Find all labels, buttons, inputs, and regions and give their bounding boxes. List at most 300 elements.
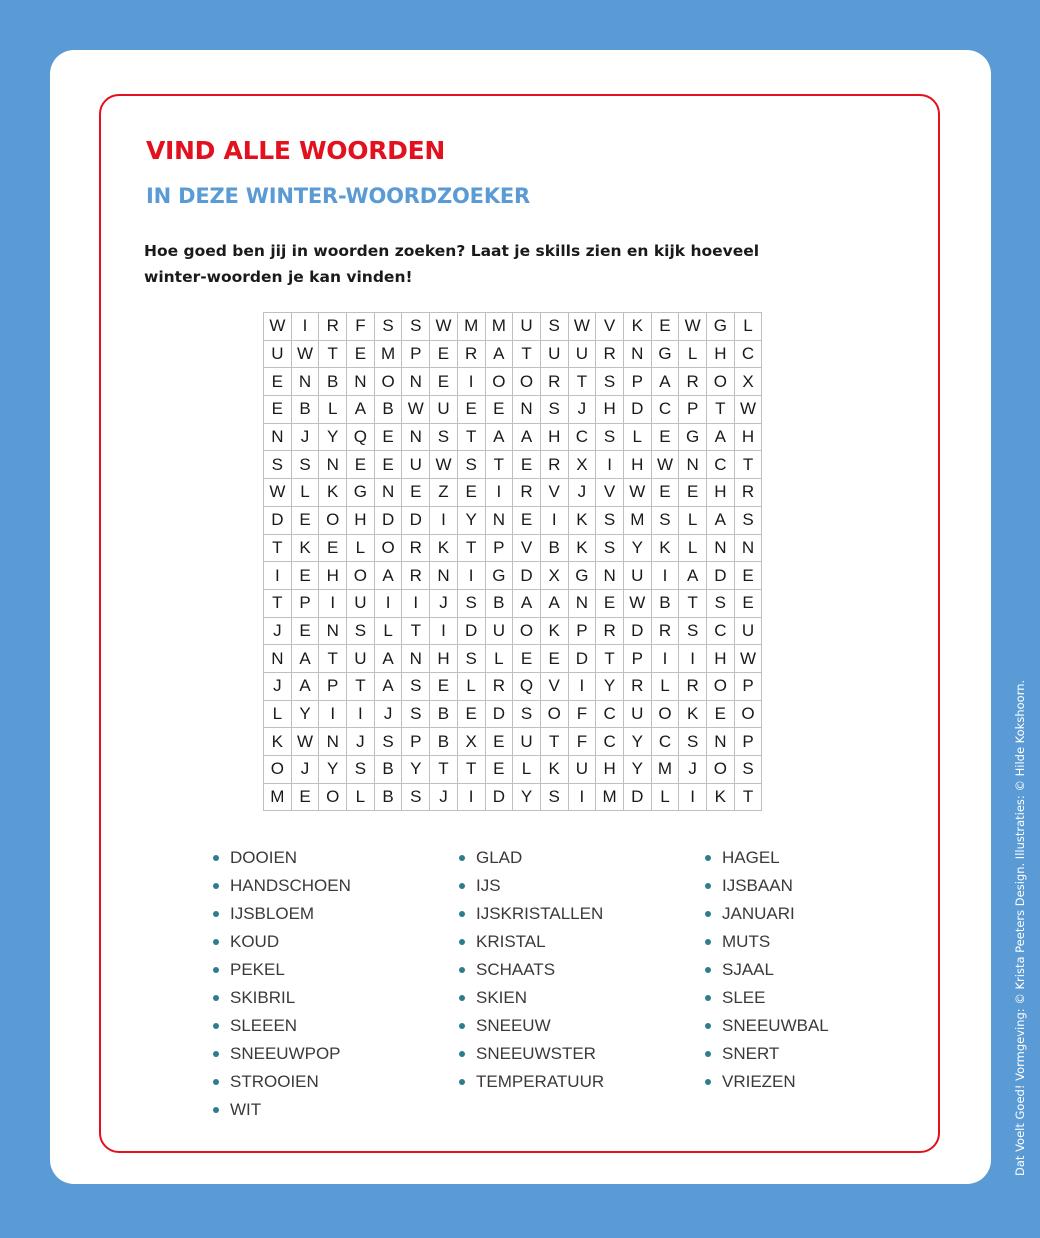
grid-cell[interactable]: E (485, 396, 513, 424)
grid-cell[interactable]: R (457, 340, 485, 368)
grid-cell[interactable]: E (540, 645, 568, 673)
grid-cell[interactable]: O (319, 783, 347, 811)
grid-cell[interactable]: O (319, 506, 347, 534)
grid-cell[interactable]: N (734, 534, 762, 562)
grid-cell[interactable]: I (430, 617, 458, 645)
grid-cell[interactable]: R (485, 672, 513, 700)
grid-cell[interactable]: L (319, 396, 347, 424)
grid-cell[interactable]: B (430, 728, 458, 756)
grid-cell[interactable]: S (374, 728, 402, 756)
grid-cell[interactable]: X (568, 451, 596, 479)
grid-cell[interactable]: M (374, 340, 402, 368)
grid-cell[interactable]: A (374, 562, 402, 590)
grid-cell[interactable]: W (679, 313, 707, 341)
grid-cell[interactable]: J (264, 672, 292, 700)
grid-cell[interactable]: A (679, 562, 707, 590)
grid-cell[interactable]: T (568, 368, 596, 396)
grid-cell[interactable]: R (540, 451, 568, 479)
grid-cell[interactable]: S (457, 589, 485, 617)
grid-cell[interactable]: L (679, 506, 707, 534)
grid-cell[interactable]: U (513, 728, 541, 756)
grid-cell[interactable]: I (264, 562, 292, 590)
grid-cell[interactable]: A (374, 645, 402, 673)
grid-cell[interactable]: V (540, 672, 568, 700)
grid-cell[interactable]: I (596, 451, 624, 479)
grid-cell[interactable]: I (347, 700, 375, 728)
grid-cell[interactable]: Y (623, 728, 651, 756)
grid-cell[interactable]: T (430, 756, 458, 784)
grid-cell[interactable]: W (430, 313, 458, 341)
grid-cell[interactable]: E (457, 700, 485, 728)
grid-cell[interactable]: X (734, 368, 762, 396)
grid-cell[interactable]: U (513, 313, 541, 341)
grid-cell[interactable]: N (374, 479, 402, 507)
grid-cell[interactable]: L (513, 756, 541, 784)
grid-cell[interactable]: N (291, 368, 319, 396)
grid-cell[interactable]: H (707, 340, 735, 368)
grid-cell[interactable]: C (734, 340, 762, 368)
grid-cell[interactable]: K (291, 534, 319, 562)
grid-cell[interactable]: S (596, 506, 624, 534)
grid-cell[interactable]: N (568, 589, 596, 617)
grid-cell[interactable]: U (264, 340, 292, 368)
grid-cell[interactable]: C (568, 423, 596, 451)
grid-cell[interactable]: A (707, 506, 735, 534)
grid-cell[interactable]: L (374, 617, 402, 645)
grid-cell[interactable]: T (319, 645, 347, 673)
grid-cell[interactable]: N (430, 562, 458, 590)
grid-cell[interactable]: N (319, 728, 347, 756)
grid-cell[interactable]: K (707, 783, 735, 811)
grid-cell[interactable]: I (374, 589, 402, 617)
grid-cell[interactable]: Q (347, 423, 375, 451)
grid-cell[interactable]: E (707, 700, 735, 728)
grid-cell[interactable]: G (485, 562, 513, 590)
grid-cell[interactable]: J (291, 756, 319, 784)
grid-cell[interactable]: O (513, 617, 541, 645)
grid-cell[interactable]: K (319, 479, 347, 507)
grid-cell[interactable]: O (707, 756, 735, 784)
grid-cell[interactable]: E (513, 506, 541, 534)
grid-cell[interactable]: S (540, 396, 568, 424)
grid-cell[interactable]: R (513, 479, 541, 507)
grid-cell[interactable]: C (651, 728, 679, 756)
grid-cell[interactable]: Y (291, 700, 319, 728)
grid-cell[interactable]: T (734, 783, 762, 811)
grid-cell[interactable]: N (679, 451, 707, 479)
grid-cell[interactable]: P (679, 396, 707, 424)
grid-cell[interactable]: W (430, 451, 458, 479)
grid-cell[interactable]: D (568, 645, 596, 673)
grid-cell[interactable]: S (264, 451, 292, 479)
grid-cell[interactable]: E (513, 451, 541, 479)
grid-cell[interactable]: O (651, 700, 679, 728)
grid-cell[interactable]: H (596, 396, 624, 424)
grid-cell[interactable]: I (457, 783, 485, 811)
grid-cell[interactable]: S (707, 589, 735, 617)
grid-cell[interactable]: S (540, 783, 568, 811)
grid-cell[interactable]: N (623, 340, 651, 368)
grid-cell[interactable]: K (430, 534, 458, 562)
grid-cell[interactable]: E (430, 340, 458, 368)
grid-cell[interactable]: Y (623, 756, 651, 784)
grid-cell[interactable]: W (623, 589, 651, 617)
grid-cell[interactable]: H (596, 756, 624, 784)
grid-cell[interactable]: P (291, 589, 319, 617)
grid-cell[interactable]: E (347, 340, 375, 368)
grid-cell[interactable]: Y (402, 756, 430, 784)
grid-cell[interactable]: K (623, 313, 651, 341)
grid-cell[interactable]: J (568, 396, 596, 424)
grid-cell[interactable]: O (707, 368, 735, 396)
grid-cell[interactable]: M (596, 783, 624, 811)
grid-cell[interactable]: P (568, 617, 596, 645)
grid-cell[interactable]: K (651, 534, 679, 562)
grid-cell[interactable]: W (651, 451, 679, 479)
grid-cell[interactable]: E (291, 562, 319, 590)
grid-cell[interactable]: Y (457, 506, 485, 534)
grid-cell[interactable]: U (402, 451, 430, 479)
grid-cell[interactable]: J (291, 423, 319, 451)
grid-cell[interactable]: R (596, 617, 624, 645)
grid-cell[interactable]: J (430, 589, 458, 617)
grid-cell[interactable]: S (347, 756, 375, 784)
grid-cell[interactable]: H (319, 562, 347, 590)
grid-cell[interactable]: N (485, 506, 513, 534)
grid-cell[interactable]: E (402, 479, 430, 507)
grid-cell[interactable]: G (651, 340, 679, 368)
grid-cell[interactable]: U (347, 589, 375, 617)
grid-cell[interactable]: B (374, 756, 402, 784)
grid-cell[interactable]: B (374, 396, 402, 424)
grid-cell[interactable]: L (679, 534, 707, 562)
grid-cell[interactable]: R (596, 340, 624, 368)
grid-cell[interactable]: J (347, 728, 375, 756)
grid-cell[interactable]: I (540, 506, 568, 534)
grid-cell[interactable]: F (568, 728, 596, 756)
grid-cell[interactable]: S (596, 534, 624, 562)
grid-cell[interactable]: L (651, 783, 679, 811)
grid-cell[interactable]: M (457, 313, 485, 341)
grid-cell[interactable]: E (457, 479, 485, 507)
grid-cell[interactable]: R (402, 562, 430, 590)
grid-cell[interactable]: L (623, 423, 651, 451)
grid-cell[interactable]: T (679, 589, 707, 617)
grid-cell[interactable]: G (347, 479, 375, 507)
grid-cell[interactable]: X (540, 562, 568, 590)
grid-cell[interactable]: S (457, 645, 485, 673)
grid-cell[interactable]: K (679, 700, 707, 728)
grid-cell[interactable]: D (623, 617, 651, 645)
grid-cell[interactable]: W (264, 313, 292, 341)
grid-cell[interactable]: R (734, 479, 762, 507)
grid-cell[interactable]: P (485, 534, 513, 562)
grid-cell[interactable]: D (457, 617, 485, 645)
grid-cell[interactable]: I (319, 700, 347, 728)
grid-cell[interactable]: L (457, 672, 485, 700)
grid-cell[interactable]: N (596, 562, 624, 590)
grid-cell[interactable]: S (402, 313, 430, 341)
grid-cell[interactable]: I (568, 783, 596, 811)
grid-cell[interactable]: M (485, 313, 513, 341)
grid-cell[interactable]: L (734, 313, 762, 341)
grid-cell[interactable]: H (623, 451, 651, 479)
grid-cell[interactable]: T (457, 534, 485, 562)
grid-cell[interactable]: S (734, 506, 762, 534)
grid-cell[interactable]: A (485, 423, 513, 451)
grid-cell[interactable]: O (513, 368, 541, 396)
grid-cell[interactable]: U (485, 617, 513, 645)
grid-cell[interactable]: S (679, 728, 707, 756)
grid-cell[interactable]: E (734, 589, 762, 617)
grid-cell[interactable]: M (651, 756, 679, 784)
grid-cell[interactable]: N (319, 451, 347, 479)
grid-cell[interactable]: E (734, 562, 762, 590)
grid-cell[interactable]: A (347, 396, 375, 424)
grid-cell[interactable]: U (540, 340, 568, 368)
grid-cell[interactable]: A (485, 340, 513, 368)
grid-cell[interactable]: S (596, 423, 624, 451)
grid-cell[interactable]: E (291, 783, 319, 811)
grid-cell[interactable]: H (707, 479, 735, 507)
grid-cell[interactable]: I (651, 645, 679, 673)
grid-cell[interactable]: V (540, 479, 568, 507)
grid-cell[interactable]: W (264, 479, 292, 507)
grid-cell[interactable]: P (402, 728, 430, 756)
grid-cell[interactable]: A (707, 423, 735, 451)
grid-cell[interactable]: D (374, 506, 402, 534)
grid-cell[interactable]: Y (596, 672, 624, 700)
grid-cell[interactable]: S (402, 700, 430, 728)
grid-cell[interactable]: N (347, 368, 375, 396)
grid-cell[interactable]: I (485, 479, 513, 507)
grid-cell[interactable]: T (347, 672, 375, 700)
grid-cell[interactable]: N (402, 645, 430, 673)
grid-cell[interactable]: P (402, 340, 430, 368)
grid-cell[interactable]: N (264, 645, 292, 673)
grid-cell[interactable]: E (485, 756, 513, 784)
grid-cell[interactable]: O (540, 700, 568, 728)
grid-cell[interactable]: R (540, 368, 568, 396)
grid-cell[interactable]: E (430, 368, 458, 396)
grid-cell[interactable]: R (319, 313, 347, 341)
grid-cell[interactable]: I (402, 589, 430, 617)
grid-cell[interactable]: W (734, 396, 762, 424)
grid-cell[interactable]: L (347, 783, 375, 811)
grid-cell[interactable]: P (623, 645, 651, 673)
grid-cell[interactable]: D (264, 506, 292, 534)
grid-cell[interactable]: W (402, 396, 430, 424)
grid-cell[interactable]: A (374, 672, 402, 700)
grid-cell[interactable]: M (623, 506, 651, 534)
grid-cell[interactable]: L (679, 340, 707, 368)
grid-cell[interactable]: W (291, 340, 319, 368)
grid-cell[interactable]: U (623, 562, 651, 590)
grid-cell[interactable]: H (540, 423, 568, 451)
grid-cell[interactable]: E (513, 645, 541, 673)
grid-cell[interactable]: M (264, 783, 292, 811)
grid-cell[interactable]: N (402, 423, 430, 451)
grid-cell[interactable]: E (679, 479, 707, 507)
grid-cell[interactable]: J (679, 756, 707, 784)
grid-cell[interactable]: U (623, 700, 651, 728)
grid-cell[interactable]: I (430, 506, 458, 534)
grid-cell[interactable]: F (347, 313, 375, 341)
grid-cell[interactable]: K (568, 506, 596, 534)
grid-cell[interactable]: U (430, 396, 458, 424)
grid-cell[interactable]: B (374, 783, 402, 811)
grid-cell[interactable]: S (291, 451, 319, 479)
grid-cell[interactable]: L (291, 479, 319, 507)
grid-cell[interactable]: K (540, 756, 568, 784)
grid-cell[interactable]: E (651, 313, 679, 341)
grid-cell[interactable]: E (374, 451, 402, 479)
grid-cell[interactable]: H (734, 423, 762, 451)
grid-cell[interactable]: C (707, 451, 735, 479)
grid-cell[interactable]: O (734, 700, 762, 728)
grid-cell[interactable]: J (374, 700, 402, 728)
grid-cell[interactable]: D (707, 562, 735, 590)
grid-cell[interactable]: A (651, 368, 679, 396)
grid-cell[interactable]: V (513, 534, 541, 562)
grid-cell[interactable]: S (540, 313, 568, 341)
grid-cell[interactable]: C (596, 700, 624, 728)
grid-cell[interactable]: L (651, 672, 679, 700)
grid-cell[interactable]: A (513, 589, 541, 617)
grid-cell[interactable]: Y (319, 423, 347, 451)
grid-cell[interactable]: D (485, 700, 513, 728)
grid-cell[interactable]: B (291, 396, 319, 424)
grid-cell[interactable]: R (679, 368, 707, 396)
grid-cell[interactable]: K (264, 728, 292, 756)
grid-cell[interactable]: E (430, 672, 458, 700)
grid-cell[interactable]: O (374, 534, 402, 562)
grid-cell[interactable]: O (374, 368, 402, 396)
grid-cell[interactable]: S (679, 617, 707, 645)
grid-cell[interactable]: P (734, 672, 762, 700)
grid-cell[interactable]: B (319, 368, 347, 396)
grid-cell[interactable]: C (651, 396, 679, 424)
grid-cell[interactable]: H (347, 506, 375, 534)
grid-cell[interactable]: T (319, 340, 347, 368)
grid-cell[interactable]: S (402, 672, 430, 700)
grid-cell[interactable]: A (513, 423, 541, 451)
grid-cell[interactable]: H (430, 645, 458, 673)
grid-cell[interactable]: N (707, 534, 735, 562)
grid-cell[interactable]: X (457, 728, 485, 756)
grid-cell[interactable]: G (707, 313, 735, 341)
grid-cell[interactable]: T (707, 396, 735, 424)
grid-cell[interactable]: D (402, 506, 430, 534)
grid-cell[interactable]: T (596, 645, 624, 673)
grid-cell[interactable]: D (623, 396, 651, 424)
grid-cell[interactable]: I (457, 562, 485, 590)
grid-cell[interactable]: L (264, 700, 292, 728)
grid-cell[interactable]: A (291, 645, 319, 673)
grid-cell[interactable]: G (568, 562, 596, 590)
grid-cell[interactable]: L (485, 645, 513, 673)
grid-cell[interactable]: I (679, 783, 707, 811)
grid-cell[interactable]: S (402, 783, 430, 811)
grid-cell[interactable]: B (430, 700, 458, 728)
grid-cell[interactable]: B (485, 589, 513, 617)
grid-cell[interactable]: I (291, 313, 319, 341)
grid-cell[interactable]: N (707, 728, 735, 756)
grid-cell[interactable]: J (264, 617, 292, 645)
grid-cell[interactable]: P (319, 672, 347, 700)
grid-cell[interactable]: I (568, 672, 596, 700)
grid-cell[interactable]: O (264, 756, 292, 784)
grid-cell[interactable]: T (457, 756, 485, 784)
grid-cell[interactable]: W (291, 728, 319, 756)
grid-cell[interactable]: C (596, 728, 624, 756)
grid-cell[interactable]: T (264, 589, 292, 617)
grid-cell[interactable]: V (596, 479, 624, 507)
grid-cell[interactable]: P (623, 368, 651, 396)
grid-cell[interactable]: I (679, 645, 707, 673)
grid-cell[interactable]: J (568, 479, 596, 507)
grid-cell[interactable]: S (457, 451, 485, 479)
grid-cell[interactable]: S (347, 617, 375, 645)
grid-cell[interactable]: Y (623, 534, 651, 562)
grid-cell[interactable]: E (651, 479, 679, 507)
grid-cell[interactable]: U (568, 340, 596, 368)
grid-cell[interactable]: T (540, 728, 568, 756)
grid-cell[interactable]: I (457, 368, 485, 396)
grid-cell[interactable]: T (485, 451, 513, 479)
grid-cell[interactable]: C (707, 617, 735, 645)
grid-cell[interactable]: R (623, 672, 651, 700)
grid-cell[interactable]: V (596, 313, 624, 341)
grid-cell[interactable]: H (707, 645, 735, 673)
grid-cell[interactable]: O (485, 368, 513, 396)
grid-cell[interactable]: E (264, 368, 292, 396)
grid-cell[interactable]: W (568, 313, 596, 341)
grid-cell[interactable]: R (679, 672, 707, 700)
grid-cell[interactable]: E (651, 423, 679, 451)
grid-cell[interactable]: E (596, 589, 624, 617)
grid-cell[interactable]: I (651, 562, 679, 590)
grid-cell[interactable]: S (430, 423, 458, 451)
grid-cell[interactable]: N (264, 423, 292, 451)
grid-cell[interactable]: Z (430, 479, 458, 507)
grid-cell[interactable]: J (430, 783, 458, 811)
grid-cell[interactable]: R (651, 617, 679, 645)
grid-cell[interactable]: B (540, 534, 568, 562)
grid-cell[interactable]: E (347, 451, 375, 479)
grid-cell[interactable]: S (513, 700, 541, 728)
grid-cell[interactable]: N (513, 396, 541, 424)
grid-cell[interactable]: S (374, 313, 402, 341)
grid-cell[interactable]: E (457, 396, 485, 424)
grid-cell[interactable]: T (513, 340, 541, 368)
grid-cell[interactable]: F (568, 700, 596, 728)
grid-cell[interactable]: U (734, 617, 762, 645)
grid-cell[interactable]: E (291, 617, 319, 645)
grid-cell[interactable]: K (568, 534, 596, 562)
grid-cell[interactable]: U (568, 756, 596, 784)
grid-cell[interactable]: P (734, 728, 762, 756)
grid-cell[interactable]: G (679, 423, 707, 451)
grid-cell[interactable]: S (734, 756, 762, 784)
grid-cell[interactable]: O (707, 672, 735, 700)
grid-cell[interactable]: K (540, 617, 568, 645)
grid-cell[interactable]: A (291, 672, 319, 700)
grid-cell[interactable]: O (347, 562, 375, 590)
grid-cell[interactable]: Y (319, 756, 347, 784)
grid-cell[interactable]: Q (513, 672, 541, 700)
grid-cell[interactable]: U (347, 645, 375, 673)
